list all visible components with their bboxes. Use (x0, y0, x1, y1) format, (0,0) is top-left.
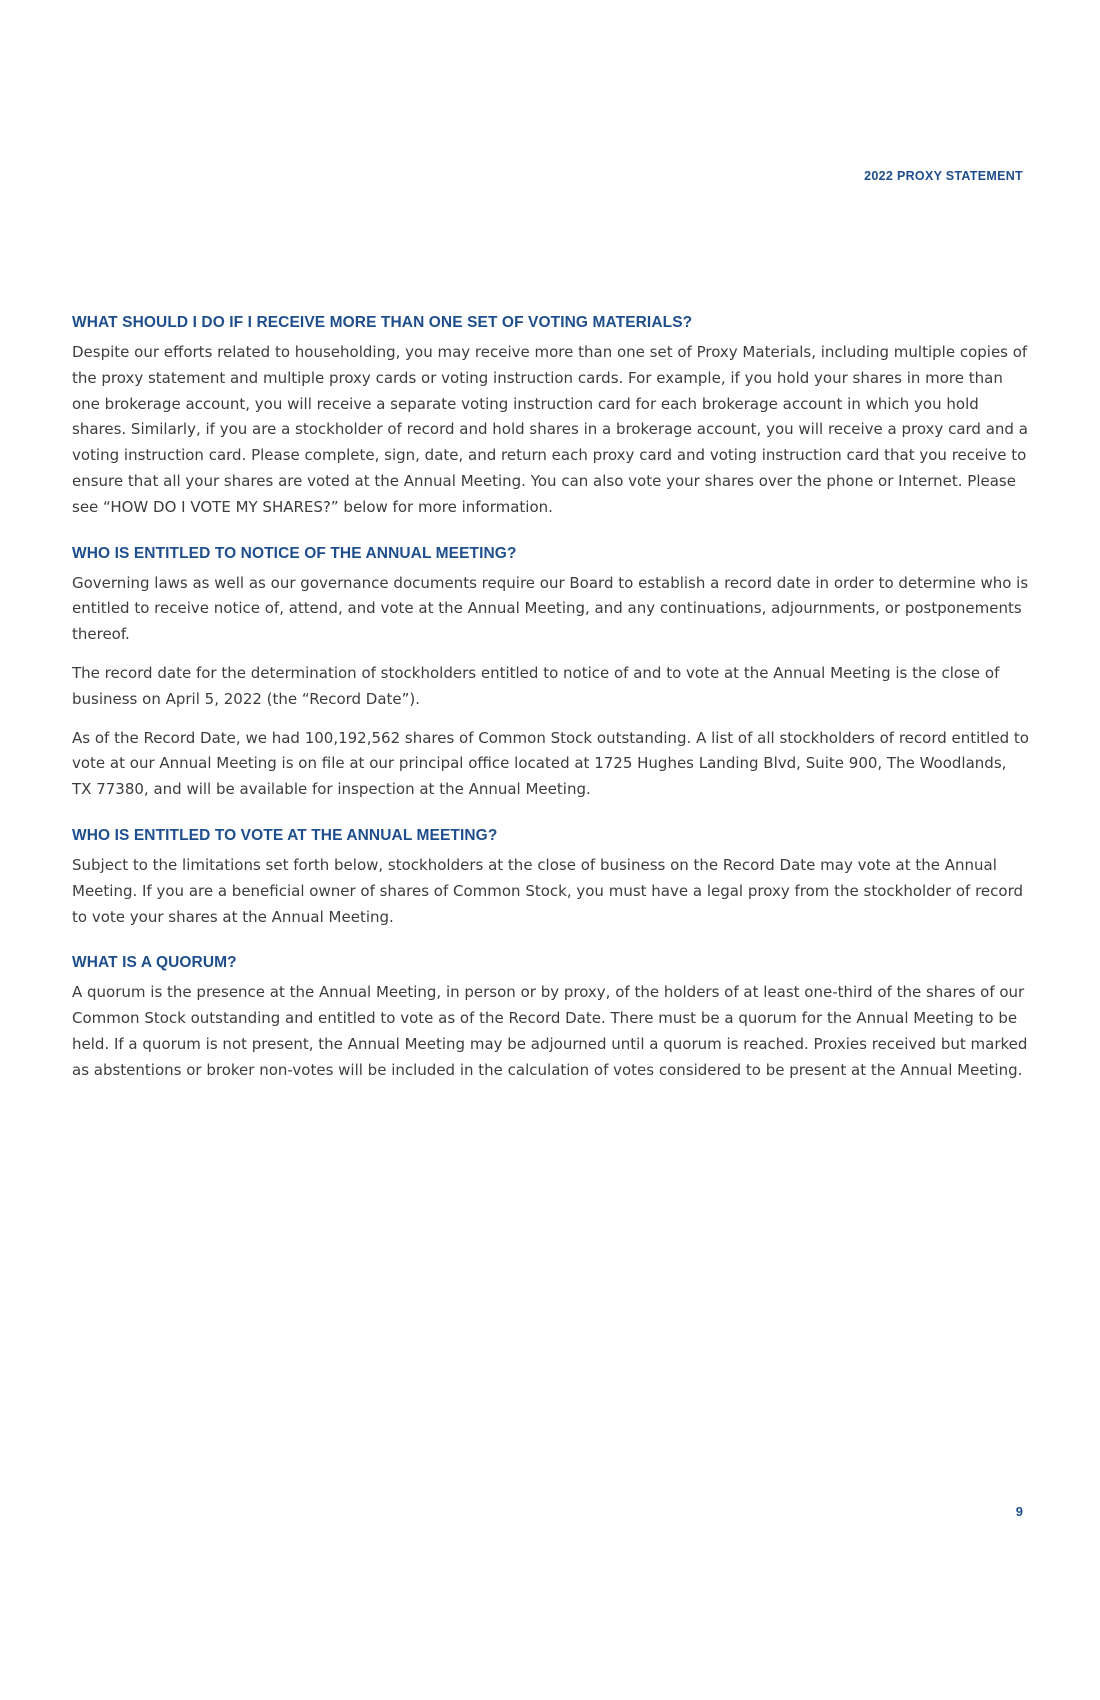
page-header-title: 2022 PROXY STATEMENT (864, 169, 1023, 183)
paragraph: Governing laws as well as our governance documents require our Board to establish a record date in order to determine who is entitled to receive notice of, attend, and vote at the Annual Meeting, and any continuations, adjournments, or postponements thereof. (72, 573, 1029, 644)
section-heading: WHO IS ENTITLED TO NOTICE OF THE ANNUAL MEETING? (72, 544, 517, 562)
paragraph: The record date for the determination of stockholders entitled to notice of and to vote at the Annual Meeting is the close of business on April 5, 2022 (the “Record Date”). (72, 663, 1000, 708)
paragraph: A quorum is the presence at the Annual Meeting, in person or by proxy, of the holders of at least one-third of the shares of our Common Stock outstanding and entitled to vote as of the Record Date. There must be a quorum for the Annual Meeting to be held. If a quorum is not present, the Annual Meeting may be adjourned until a quorum is reached. Proxies received but marked as abstentions or broker non-votes will be included in the calculation of votes considered to be present at the Annual Meeting. (72, 983, 1028, 1079)
section-quorum (72, 954, 1030, 1083)
section-entitled-to-vote (72, 827, 1030, 930)
section-heading: WHAT SHOULD I DO IF I RECEIVE MORE THAN ONE SET OF VOTING MATERIALS? (72, 314, 693, 331)
paragraph: As of the Record Date, we had 100,192,562 shares of Common Stock outstanding. A list of all stockholders of record entitled to vote at our Annual Meeting is on file at our principal office located at 1725 Hughes Landing Blvd, Suite 900, The Woodlands, TX 77380, and will be available for inspection at the Annual Meeting. (72, 728, 1029, 799)
page-number: 9 (1015, 1504, 1023, 1519)
document-body (72, 314, 1030, 1108)
section-notice-of-meeting (72, 545, 1030, 803)
section-heading: WHAT IS A QUORUM? (72, 954, 237, 972)
section-heading: WHO IS ENTITLED TO VOTE AT THE ANNUAL MEETING? (72, 826, 498, 844)
paragraph: Subject to the limitations set forth below, stockholders at the close of business on the Record Date may vote at the Annual Meeting. If you are a beneficial owner of shares of Common Stock, you must have a legal proxy from the stockholder of record to vote your shares at the Annual Meeting. (72, 855, 1024, 926)
section-multiple-voting-materials (72, 314, 1030, 521)
paragraph: Despite our efforts related to householding, you may receive more than one set of Proxy Materials, including multiple copies of the proxy statement and multiple proxy cards or voting instruction cards. For example, if you hold your shares in more than one brokerage account, you will receive a separate voting instruction card for each brokerage account in which you hold shares. Similarly, if you are a stockholder of record and hold shares in a brokerage account, you will receive a proxy card and a voting instruction card. Please complete, sign, date, and return each proxy card and voting instruction card that you receive to ensure that all your shares are voted at the Annual Meeting. You can also vote your shares over the phone or Internet. Please see “HOW DO I VOTE MY SHARES?” below for more information. (72, 343, 1028, 516)
